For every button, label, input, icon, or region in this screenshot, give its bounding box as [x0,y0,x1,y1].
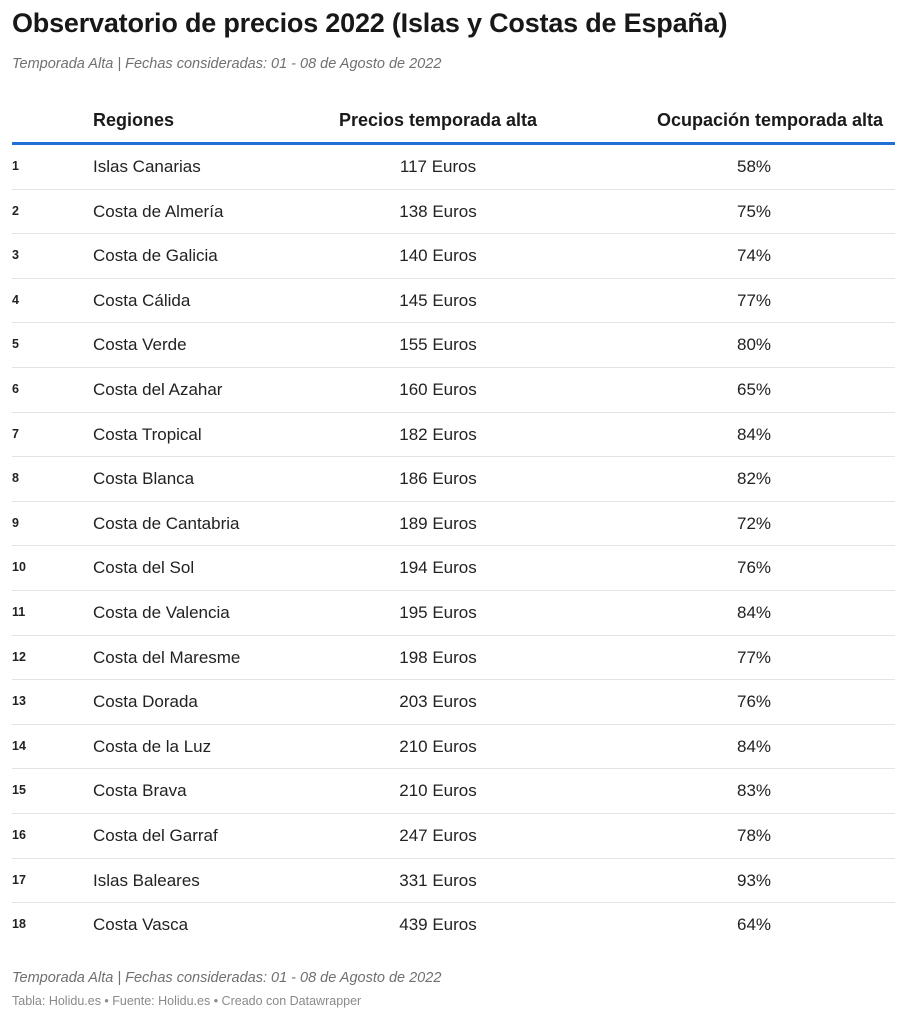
table-row [12,546,895,591]
region-cell: Costa de Valencia [93,602,230,622]
region-cell: Costa Brava [93,781,187,801]
table-body [12,145,895,948]
table-row [12,769,895,814]
credits: Tabla: Holidu.es • Fuente: Holidu.es • Creado con Datawrapper [12,994,362,1008]
region-cell: Costa Cálida [93,290,191,310]
rank-cell: 4 [12,292,19,307]
region-cell: Costa Dorada [93,692,198,712]
rank-cell: 10 [12,560,26,575]
table-row [12,368,895,413]
price-cell: 138 Euros [399,201,477,221]
table-row [12,413,895,458]
rank-cell: 13 [12,694,26,709]
rank-cell: 3 [12,248,19,263]
region-cell: Costa de Galicia [93,246,218,266]
table-row [12,190,895,235]
region-cell: Islas Baleares [93,870,200,890]
price-cell: 210 Euros [399,736,477,756]
footnote: Temporada Alta | Fechas consideradas: 01 - 08 de Agosto de 2022 [12,970,442,986]
rank-cell: 18 [12,917,26,932]
occupancy-cell: 76% [736,558,772,578]
region-cell: Costa del Garraf [93,825,218,845]
price-cell: 198 Euros [399,647,477,667]
table-row [12,903,895,948]
occupancy-cell: 82% [736,469,772,489]
region-cell: Costa del Azahar [93,379,223,399]
rank-cell: 17 [12,872,26,887]
table-row [12,725,895,770]
occupancy-cell: 80% [736,335,772,355]
occupancy-cell: 84% [736,736,772,756]
region-cell: Costa de Almería [93,201,224,221]
rank-cell: 15 [12,783,26,798]
rank-cell: 8 [12,471,19,486]
price-cell: 189 Euros [399,513,477,533]
occupancy-cell: 84% [736,602,772,622]
table-row [12,323,895,368]
region-cell: Costa Verde [93,335,187,355]
occupancy-cell: 77% [736,647,772,667]
table-row [12,680,895,725]
occupancy-cell: 84% [736,424,772,444]
price-cell: 331 Euros [399,870,477,890]
table-row [12,145,895,190]
table-row [12,279,895,324]
price-cell: 439 Euros [399,915,477,935]
region-cell: Costa Vasca [93,915,189,935]
table-row [12,502,895,547]
rank-cell: 9 [12,515,19,530]
occupancy-cell: 65% [736,379,772,399]
occupancy-cell: 74% [736,246,772,266]
column-header-occupancy[interactable]: Ocupación temporada alta [656,110,884,130]
occupancy-cell: 64% [736,915,772,935]
rank-cell: 5 [12,337,19,352]
price-cell: 195 Euros [399,602,477,622]
price-cell: 145 Euros [399,290,477,310]
region-cell: Costa de la Luz [93,736,212,756]
region-cell: Costa Tropical [93,424,202,444]
table-row [12,591,895,636]
occupancy-cell: 58% [736,157,772,176]
rank-cell: 11 [12,604,26,619]
occupancy-cell: 76% [736,692,772,712]
occupancy-cell: 77% [736,290,772,310]
region-cell: Costa Blanca [93,469,195,489]
price-cell: 210 Euros [399,781,477,801]
table-row [12,814,895,859]
column-header-regions[interactable]: Regiones [93,110,175,130]
table-row [12,457,895,502]
occupancy-cell: 75% [736,201,772,221]
price-cell: 155 Euros [399,335,477,355]
rank-cell: 14 [12,738,26,753]
rank-cell: 7 [12,426,19,441]
price-cell: 247 Euros [399,825,477,845]
rank-cell: 1 [12,159,19,173]
price-cell: 182 Euros [399,424,477,444]
region-cell: Costa de Cantabria [93,513,240,533]
table-row [12,636,895,681]
region-cell: Costa del Maresme [93,647,241,667]
subtitle: Temporada Alta | Fechas consideradas: 01 - 08 de Agosto de 2022 [12,56,442,72]
occupancy-cell: 83% [736,781,772,801]
region-cell: Costa del Sol [93,558,195,578]
rank-cell: 2 [12,203,19,218]
occupancy-cell: 78% [736,825,772,845]
rank-cell: 12 [12,649,26,664]
table-header [12,100,895,145]
price-cell: 194 Euros [399,558,477,578]
price-table [12,100,895,948]
table-row [12,234,895,279]
rank-cell: 6 [12,381,19,396]
table-row [12,859,895,904]
price-cell: 186 Euros [399,469,477,489]
page-title: Observatorio de precios 2022 (Islas y Costas de España) [12,8,728,38]
occupancy-cell: 72% [736,513,772,533]
price-cell: 117 Euros [399,157,477,176]
price-cell: 140 Euros [399,246,477,266]
price-cell: 160 Euros [399,379,477,399]
rank-cell: 16 [12,827,26,842]
column-header-price[interactable]: Precios temporada alta [338,110,538,130]
region-cell: Islas Canarias [93,157,201,176]
occupancy-cell: 93% [736,870,772,890]
price-cell: 203 Euros [399,692,477,712]
